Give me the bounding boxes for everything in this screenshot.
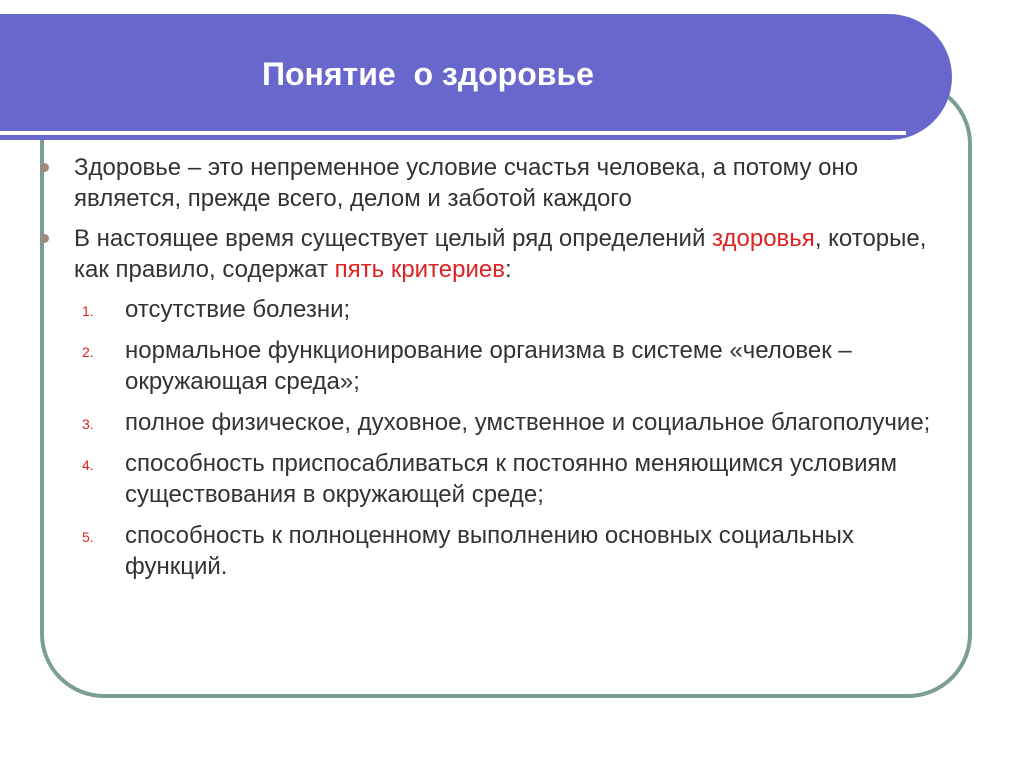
item-number: 2. <box>82 344 94 360</box>
slide-title: Понятие о здоровье <box>262 56 594 92</box>
highlight-health: здоровья <box>712 225 815 252</box>
item-number: 5. <box>82 529 94 545</box>
item-text: отсутствие болезни; <box>125 296 351 323</box>
item-text: способность приспосабливаться к постоянно меняющимся условиям существования в окружающей среде; <box>125 450 897 508</box>
item-text: способность к полноценному выполнению основных социальных функций. <box>125 522 854 580</box>
criteria-list <box>40 294 960 582</box>
criteria-item <box>40 520 960 582</box>
bullet-dot-icon <box>40 234 49 243</box>
item-text: нормальное функционирование организма в системе «человек – окружающая среда»; <box>125 337 852 395</box>
item-number: 1. <box>82 303 94 319</box>
criteria-item <box>40 448 960 510</box>
item-number: 4. <box>82 457 94 473</box>
criteria-item <box>40 407 960 438</box>
bullet-text: : <box>505 256 512 283</box>
item-text: полное физическое, духовное, умственное и социальное благополучие; <box>125 409 931 436</box>
bullet-text: Здоровье – это непременное условие счастья человека, а потому оно является, прежде всего, делом и заботой каждого <box>74 154 859 212</box>
criteria-item <box>40 294 960 325</box>
item-number: 3. <box>82 416 94 432</box>
criteria-item <box>40 335 960 397</box>
title-underline <box>0 131 906 135</box>
bullet-item <box>40 223 960 285</box>
bullet-text: , которые, как правило, содержат <box>74 225 927 283</box>
bullet-text: В настоящее время существует целый ряд определений <box>74 225 713 252</box>
bullet-dot-icon <box>40 163 49 172</box>
highlight-five-criteria: пять критериев <box>334 256 506 283</box>
slide-content <box>40 152 960 592</box>
bullet-item <box>40 152 960 214</box>
